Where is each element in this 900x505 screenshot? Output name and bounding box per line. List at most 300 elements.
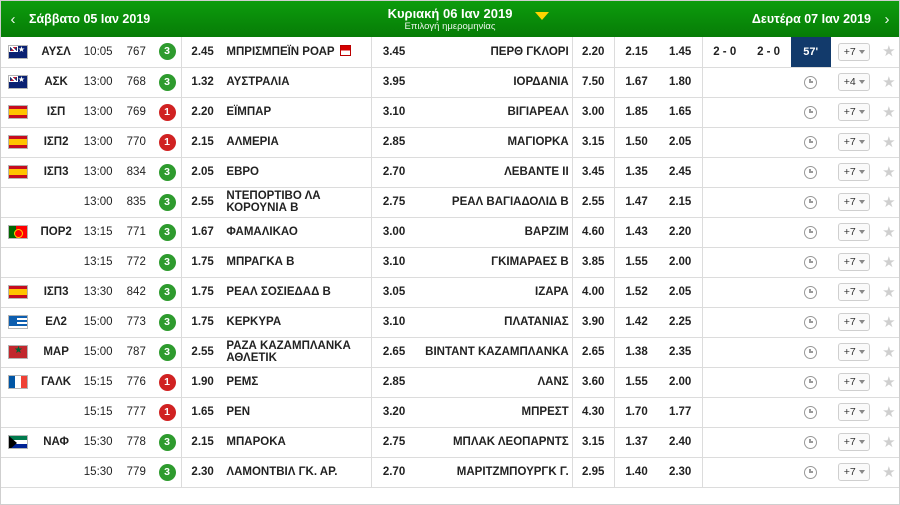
odds-over[interactable]: 1.55 [614, 247, 658, 277]
live-status-cell [791, 217, 831, 247]
odds-home[interactable]: 2.15 [181, 127, 223, 157]
more-markets-cell[interactable] [831, 367, 877, 397]
away-team-name[interactable]: ΒΙΝΤΑΝΤ ΚΑΖΑΜΠΛΑΝΚΑ [416, 337, 572, 367]
match-time: 13:15 [77, 217, 119, 247]
more-markets-label: +7 [843, 346, 856, 358]
odds-over[interactable]: 1.35 [614, 157, 658, 187]
more-markets-button[interactable] [838, 313, 870, 331]
more-markets-button[interactable] [838, 283, 870, 301]
clock-icon [804, 256, 817, 269]
league-code[interactable] [35, 397, 77, 427]
odds-away[interactable]: 2.95 [572, 457, 614, 487]
odds-over[interactable]: 1.67 [614, 67, 658, 97]
chevron-down-icon [859, 230, 865, 234]
odds-draw[interactable]: 3.10 [372, 97, 416, 127]
odds-draw[interactable]: 3.10 [372, 307, 416, 337]
favorite-cell[interactable] [877, 157, 900, 187]
match-id: 835 [119, 187, 153, 217]
odds-draw[interactable]: 3.00 [372, 217, 416, 247]
away-team-name[interactable]: ΒΑΡΖΙΜ [416, 217, 572, 247]
prev-day-group[interactable] [1, 1, 154, 37]
markets-count-cell[interactable] [153, 37, 181, 67]
table-row[interactable] [1, 247, 900, 277]
favorite-star-icon[interactable]: ★ [882, 433, 896, 451]
next-day-arrow-icon[interactable]: › [884, 10, 890, 28]
prev-day-arrow-icon[interactable]: ‹ [10, 10, 16, 28]
odds-away[interactable]: 3.15 [572, 427, 614, 457]
favorite-star-icon[interactable]: ★ [882, 163, 896, 181]
odds-under[interactable]: 2.00 [658, 367, 702, 397]
country-flag-cell [1, 307, 35, 337]
more-markets-cell[interactable] [831, 247, 877, 277]
league-code[interactable]: ΕΛ2 [35, 307, 77, 337]
favorite-star-icon[interactable]: ★ [882, 43, 896, 61]
table-row[interactable] [1, 157, 900, 187]
markets-count-badge[interactable]: 3 [159, 43, 176, 60]
odds-home[interactable]: 2.15 [181, 427, 223, 457]
odds-under[interactable]: 2.35 [658, 337, 702, 367]
table-row[interactable] [1, 397, 900, 427]
odds-home[interactable]: 1.65 [181, 397, 223, 427]
markets-count-badge[interactable]: 1 [159, 134, 176, 151]
odds-draw[interactable]: 3.20 [372, 397, 416, 427]
favorite-cell[interactable] [877, 277, 900, 307]
more-markets-button[interactable] [838, 373, 870, 391]
odds-home[interactable]: 2.55 [181, 187, 223, 217]
favorite-star-icon[interactable]: ★ [882, 223, 896, 241]
favorite-cell[interactable] [877, 217, 900, 247]
country-flag-icon [8, 315, 28, 329]
league-code[interactable] [35, 247, 77, 277]
match-time: 13:00 [77, 127, 119, 157]
odds-draw[interactable]: 2.65 [372, 337, 416, 367]
more-markets-cell[interactable] [831, 337, 877, 367]
chevron-down-icon [859, 350, 865, 354]
league-code[interactable]: ΙΣΠ [35, 97, 77, 127]
more-markets-cell[interactable] [831, 187, 877, 217]
favorite-star-icon[interactable]: ★ [882, 463, 896, 481]
table-row[interactable] [1, 67, 900, 97]
odds-away[interactable]: 3.45 [572, 157, 614, 187]
league-code[interactable] [35, 187, 77, 217]
country-flag-cell [1, 127, 35, 157]
markets-count-cell[interactable] [153, 367, 181, 397]
league-code[interactable]: ΙΣΠ3 [35, 157, 77, 187]
more-markets-button[interactable] [838, 163, 870, 181]
away-team-name[interactable]: ΙΟΡΔΑΝΙΑ [416, 67, 572, 97]
odds-draw[interactable]: 2.75 [372, 427, 416, 457]
league-code[interactable]: ΠΟΡ2 [35, 217, 77, 247]
odds-draw[interactable]: 2.70 [372, 457, 416, 487]
country-flag-icon [8, 255, 28, 269]
odds-away[interactable]: 4.30 [572, 397, 614, 427]
markets-count-badge[interactable]: 1 [159, 374, 176, 391]
more-markets-cell[interactable] [831, 97, 877, 127]
match-id: 771 [119, 217, 153, 247]
odds-home[interactable]: 2.45 [181, 37, 223, 67]
away-team-name[interactable]: ΙΖΑΡΑ [416, 277, 572, 307]
favorite-cell[interactable] [877, 397, 900, 427]
chevron-down-icon [859, 380, 865, 384]
markets-count-badge[interactable]: 1 [159, 104, 176, 121]
markets-count-cell[interactable] [153, 247, 181, 277]
odds-home[interactable]: 2.05 [181, 157, 223, 187]
country-flag-icon [8, 375, 28, 389]
more-markets-cell[interactable] [831, 397, 877, 427]
away-team-name[interactable]: ΜΠΛΑΚ ΛΕΟΠΑΡΝΤΣ [416, 427, 572, 457]
markets-count-badge[interactable]: 3 [159, 164, 176, 181]
matches-table [1, 37, 900, 488]
away-team-name[interactable]: ΠΛΑΤΑΝΙΑΣ [416, 307, 572, 337]
favorite-cell[interactable] [877, 67, 900, 97]
favorite-star-icon[interactable]: ★ [882, 133, 896, 151]
odds-home[interactable]: 1.67 [181, 217, 223, 247]
country-flag-icon [8, 405, 28, 419]
home-team-name[interactable] [223, 127, 371, 157]
odds-draw[interactable]: 2.85 [372, 367, 416, 397]
table-row[interactable] [1, 277, 900, 307]
table-row[interactable] [1, 217, 900, 247]
country-flag-cell [1, 367, 35, 397]
favorite-cell[interactable] [877, 97, 900, 127]
league-code[interactable]: ΑΥΣΛ [35, 37, 77, 67]
home-team-name[interactable] [223, 187, 371, 217]
odds-draw[interactable]: 2.85 [372, 127, 416, 157]
odds-under[interactable]: 2.40 [658, 427, 702, 457]
live-status-cell [791, 337, 831, 367]
clock-icon [804, 226, 817, 239]
home-team-name[interactable] [223, 307, 371, 337]
favorite-cell[interactable] [877, 37, 900, 67]
chevron-down-icon [859, 470, 865, 474]
odds-over[interactable]: 1.37 [614, 427, 658, 457]
live-status-cell [791, 187, 831, 217]
odds-away[interactable]: 4.00 [572, 277, 614, 307]
markets-count-cell[interactable] [153, 397, 181, 427]
prev-day-label[interactable]: Σάββατο 05 Ιαν 2019 [29, 12, 151, 26]
more-markets-cell[interactable] [831, 67, 877, 97]
odds-over[interactable]: 1.70 [614, 397, 658, 427]
match-id: 776 [119, 367, 153, 397]
live-status-cell [791, 307, 831, 337]
table-row[interactable] [1, 187, 900, 217]
home-team-name[interactable] [223, 247, 371, 277]
away-team-name[interactable]: ΜΑΡΙΤΖΜΠΟΥΡΓΚ Γ. [416, 457, 572, 487]
live-minute-badge: 57' [798, 43, 823, 61]
home-team-name[interactable] [223, 157, 371, 187]
more-markets-button[interactable] [838, 133, 870, 151]
markets-count-cell[interactable] [153, 127, 181, 157]
odds-away[interactable]: 3.15 [572, 127, 614, 157]
odds-under[interactable]: 2.00 [658, 247, 702, 277]
home-team-name[interactable] [223, 277, 371, 307]
score-half: 2 - 0 [702, 37, 746, 67]
league-code[interactable]: ΑΣΚ [35, 67, 77, 97]
league-code[interactable]: ΓΑΛΚ [35, 367, 77, 397]
away-team-name[interactable]: ΓΚΙΜΑΡΑΕΣ Β [416, 247, 572, 277]
more-markets-cell[interactable] [831, 427, 877, 457]
markets-count-badge[interactable]: 3 [159, 314, 176, 331]
odds-under[interactable]: 2.05 [658, 277, 702, 307]
table-row[interactable] [1, 337, 900, 367]
table-row[interactable] [1, 307, 900, 337]
odds-over[interactable]: 1.47 [614, 187, 658, 217]
country-flag-icon [8, 435, 28, 449]
home-team-label: ΝΤΕΠΟΡΤΙΒΟ ΛΑ ΚΟΡΟΥΝΙΑ Β [226, 190, 321, 214]
favorite-cell[interactable] [877, 247, 900, 277]
more-markets-button[interactable] [838, 223, 870, 241]
odds-home[interactable]: 2.30 [181, 457, 223, 487]
markets-count-cell[interactable] [153, 427, 181, 457]
odds-away[interactable]: 3.60 [572, 367, 614, 397]
odds-away[interactable]: 3.85 [572, 247, 614, 277]
table-row[interactable] [1, 127, 900, 157]
chevron-down-icon [859, 80, 865, 84]
clock-icon [804, 346, 817, 359]
markets-count-badge[interactable]: 3 [159, 434, 176, 451]
markets-count-cell[interactable] [153, 97, 181, 127]
match-id: 778 [119, 427, 153, 457]
odds-under[interactable]: 2.05 [658, 127, 702, 157]
odds-over[interactable]: 1.50 [614, 127, 658, 157]
markets-count-badge[interactable]: 3 [159, 284, 176, 301]
more-markets-cell[interactable] [831, 217, 877, 247]
away-team-name[interactable]: ΒΙΓΙΑΡΕΑΛ [416, 97, 572, 127]
favorite-cell[interactable] [877, 127, 900, 157]
home-team-name[interactable] [223, 337, 371, 367]
match-time: 13:00 [77, 67, 119, 97]
odds-home[interactable]: 2.20 [181, 97, 223, 127]
markets-count-badge[interactable]: 3 [159, 194, 176, 211]
favorite-star-icon[interactable]: ★ [882, 253, 896, 271]
live-status-cell [791, 397, 831, 427]
odds-away[interactable]: 2.65 [572, 337, 614, 367]
odds-away[interactable]: 3.00 [572, 97, 614, 127]
score-full [747, 457, 791, 487]
home-team-name[interactable] [223, 397, 371, 427]
markets-count-cell[interactable] [153, 307, 181, 337]
home-team-name[interactable] [223, 427, 371, 457]
more-markets-cell[interactable] [831, 157, 877, 187]
more-markets-label: +7 [843, 45, 856, 58]
markets-count-cell[interactable] [153, 157, 181, 187]
markets-count-badge[interactable]: 3 [159, 224, 176, 241]
clock-icon [804, 136, 817, 149]
odds-under[interactable]: 1.65 [658, 97, 702, 127]
more-markets-button[interactable] [838, 253, 870, 271]
markets-count-cell[interactable] [153, 67, 181, 97]
country-flag-icon [8, 345, 28, 359]
markets-count-badge[interactable]: 3 [159, 344, 176, 361]
score-half [702, 67, 746, 97]
league-code[interactable] [35, 457, 77, 487]
country-flag-cell [1, 337, 35, 367]
country-flag-cell [1, 277, 35, 307]
score-half [702, 397, 746, 427]
clock-icon [804, 406, 817, 419]
chevron-down-icon [859, 170, 865, 174]
odds-away[interactable]: 4.60 [572, 217, 614, 247]
more-markets-button[interactable] [838, 343, 870, 361]
odds-over[interactable]: 1.52 [614, 277, 658, 307]
odds-away[interactable]: 3.90 [572, 307, 614, 337]
home-team-name[interactable] [223, 457, 371, 487]
league-code[interactable]: ΜΑΡ [35, 337, 77, 367]
away-team-name[interactable]: ΛΕΒΑΝΤΕ II [416, 157, 572, 187]
odds-under[interactable]: 2.20 [658, 217, 702, 247]
next-day-group[interactable] [748, 1, 899, 37]
country-flag-cell [1, 157, 35, 187]
odds-draw[interactable]: 3.05 [372, 277, 416, 307]
odds-under[interactable]: 2.45 [658, 157, 702, 187]
odds-over[interactable]: 1.55 [614, 367, 658, 397]
league-code[interactable]: ΝΑΦ [35, 427, 77, 457]
favorite-cell[interactable] [877, 337, 900, 367]
home-team-label: ΛΑΜΟΝΤΒΙΛ ΓΚ. ΑΡ. [226, 466, 338, 478]
odds-over[interactable]: 1.38 [614, 337, 658, 367]
odds-draw[interactable]: 3.10 [372, 247, 416, 277]
odds-draw[interactable]: 2.70 [372, 157, 416, 187]
more-markets-button[interactable] [838, 403, 870, 421]
match-time: 15:00 [77, 337, 119, 367]
table-row[interactable] [1, 457, 900, 487]
odds-draw[interactable]: 3.95 [372, 67, 416, 97]
more-markets-button[interactable] [838, 463, 870, 481]
odds-over[interactable]: 1.42 [614, 307, 658, 337]
away-team-name[interactable]: ΛΑΝΣ [416, 367, 572, 397]
more-markets-label: +7 [843, 316, 856, 328]
favorite-cell[interactable] [877, 457, 900, 487]
country-flag-icon [8, 45, 28, 59]
match-id: 787 [119, 337, 153, 367]
odds-home[interactable]: 1.32 [181, 67, 223, 97]
odds-over[interactable]: 1.85 [614, 97, 658, 127]
clock-icon [804, 106, 817, 119]
match-id: 842 [119, 277, 153, 307]
odds-under[interactable]: 2.30 [658, 457, 702, 487]
home-team-name[interactable] [223, 37, 371, 67]
odds-away[interactable]: 2.20 [572, 37, 614, 67]
odds-under[interactable]: 1.80 [658, 67, 702, 97]
favorite-cell[interactable] [877, 427, 900, 457]
markets-count-cell[interactable] [153, 187, 181, 217]
away-team-name[interactable]: ΜΠΡΕΣΤ [416, 397, 572, 427]
live-status-cell [791, 457, 831, 487]
odds-under[interactable]: 2.15 [658, 187, 702, 217]
away-team-name[interactable]: ΠΕΡΘ ΓΚΛΟΡΙ [416, 37, 572, 67]
next-day-label[interactable]: Δευτέρα 07 Ιαν 2019 [751, 12, 871, 26]
date-picker-chevron-down-icon[interactable] [535, 12, 549, 20]
favorite-star-icon[interactable]: ★ [882, 373, 896, 391]
score-half [702, 97, 746, 127]
more-markets-button[interactable] [838, 43, 870, 61]
favorite-star-icon[interactable]: ★ [882, 343, 896, 361]
match-id: 779 [119, 457, 153, 487]
odds-home[interactable]: 1.90 [181, 367, 223, 397]
league-code[interactable]: ΙΣΠ3 [35, 277, 77, 307]
favorite-star-icon[interactable]: ★ [882, 313, 896, 331]
away-team-name[interactable]: ΡΕΑΛ ΒΑΓΙΑΔΟΛΙΔ Β [416, 187, 572, 217]
table-row[interactable] [1, 367, 900, 397]
table-row[interactable] [1, 37, 900, 67]
odds-over[interactable]: 1.43 [614, 217, 658, 247]
markets-count-badge[interactable]: 3 [159, 254, 176, 271]
favorite-star-icon[interactable]: ★ [882, 403, 896, 421]
odds-home[interactable]: 1.75 [181, 277, 223, 307]
live-status-cell [791, 277, 831, 307]
clock-icon [804, 436, 817, 449]
chevron-down-icon [859, 320, 865, 324]
odds-over[interactable]: 1.40 [614, 457, 658, 487]
more-markets-cell[interactable] [831, 37, 877, 67]
favorite-star-icon[interactable]: ★ [882, 103, 896, 121]
odds-away[interactable]: 2.55 [572, 187, 614, 217]
more-markets-cell[interactable] [831, 457, 877, 487]
odds-under[interactable]: 2.25 [658, 307, 702, 337]
odds-under[interactable]: 1.77 [658, 397, 702, 427]
table-row[interactable] [1, 427, 900, 457]
favorite-star-icon[interactable]: ★ [882, 283, 896, 301]
more-markets-button[interactable] [838, 73, 870, 91]
markets-count-badge[interactable]: 3 [159, 74, 176, 91]
more-markets-label: +7 [843, 286, 856, 298]
odds-under[interactable]: 1.45 [658, 37, 702, 67]
more-markets-button[interactable] [838, 193, 870, 211]
match-id: 772 [119, 247, 153, 277]
score-full [747, 337, 791, 367]
more-markets-cell[interactable] [831, 127, 877, 157]
home-team-name[interactable] [223, 97, 371, 127]
away-team-name[interactable]: ΜΑΓΙΟΡΚΑ [416, 127, 572, 157]
favorite-cell[interactable] [877, 307, 900, 337]
more-markets-button[interactable] [838, 433, 870, 451]
more-markets-cell[interactable] [831, 277, 877, 307]
more-markets-cell[interactable] [831, 307, 877, 337]
favorite-cell[interactable] [877, 367, 900, 397]
home-team-label: ΜΠΡΑΓΚΑ Β [226, 256, 295, 268]
odds-draw[interactable]: 3.45 [372, 37, 416, 67]
odds-draw[interactable]: 2.75 [372, 187, 416, 217]
favorite-star-icon[interactable]: ★ [882, 193, 896, 211]
odds-away[interactable]: 7.50 [572, 67, 614, 97]
home-team-name[interactable] [223, 367, 371, 397]
favorite-cell[interactable] [877, 187, 900, 217]
league-code[interactable]: ΙΣΠ2 [35, 127, 77, 157]
chevron-down-icon [859, 260, 865, 264]
markets-count-cell[interactable] [153, 457, 181, 487]
odds-over[interactable]: 2.15 [614, 37, 658, 67]
country-flag-icon [8, 75, 28, 89]
markets-count-cell[interactable] [153, 277, 181, 307]
match-time: 10:05 [77, 37, 119, 67]
odds-home[interactable]: 1.75 [181, 247, 223, 277]
markets-count-cell[interactable] [153, 217, 181, 247]
more-markets-button[interactable] [838, 103, 870, 121]
odds-home[interactable]: 2.55 [181, 337, 223, 367]
home-team-name[interactable] [223, 217, 371, 247]
table-row[interactable] [1, 97, 900, 127]
markets-count-badge[interactable]: 1 [159, 404, 176, 421]
score-half [702, 307, 746, 337]
date-picker-label: Επιλογή ημερομηνίας [404, 20, 496, 32]
favorite-star-icon[interactable]: ★ [882, 73, 896, 91]
home-team-name[interactable] [223, 67, 371, 97]
markets-count-cell[interactable] [153, 337, 181, 367]
score-half [702, 367, 746, 397]
odds-home[interactable]: 1.75 [181, 307, 223, 337]
country-flag-icon [8, 225, 28, 239]
markets-count-badge[interactable]: 3 [159, 464, 176, 481]
